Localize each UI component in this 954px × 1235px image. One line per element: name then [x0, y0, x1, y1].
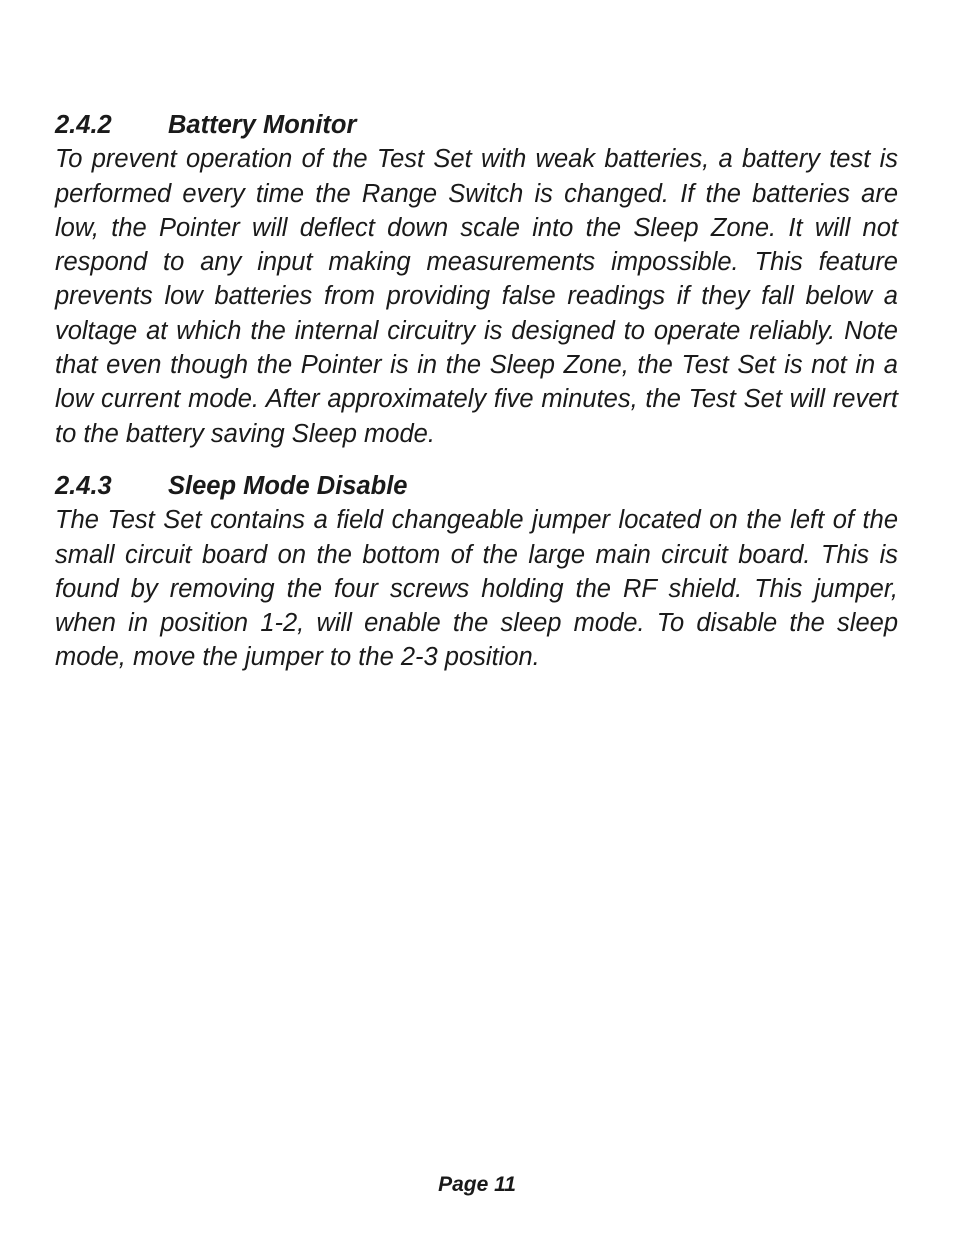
page-number: Page 11	[438, 1173, 516, 1196]
section-number: 2.4.2	[55, 111, 112, 139]
section-heading	[55, 108, 898, 142]
section-number: 2.4.3	[55, 471, 112, 500]
section-battery-monitor	[55, 108, 898, 451]
section-title: Battery Monitor	[168, 111, 357, 139]
page-content	[55, 108, 898, 675]
section-body: The Test Set contains a field changeable jumper located on the left of the small circuit board on the bottom of the large main circuit board. This is found by removing the four screws holding the RF shield. This jumper, when in position 1-2, will enable the sleep mode. To disable the sleep mode, move the jumper to the 2-3 position.	[55, 506, 898, 672]
section-sleep-mode-disable	[55, 469, 898, 675]
section-heading	[55, 469, 898, 503]
section-body: To prevent operation of the Test Set with weak batteries, a battery test is performed every time the Range Switch is changed. If the batteries are low, the Pointer will deflect down scale into the Sleep Zone. It will not respond to any input making measurements impossible. This feature prevents low batteries from providing false readings if they fall below a voltage at which the internal circuitry is designed to operate reliably. Note that even though the Pointer is in the Sleep Zone, the Test Set is not in a low current mode. After approximately five minutes, the Test Set will revert to the battery saving Sleep mode.	[55, 145, 898, 448]
section-title: Sleep Mode Disable	[168, 471, 408, 500]
